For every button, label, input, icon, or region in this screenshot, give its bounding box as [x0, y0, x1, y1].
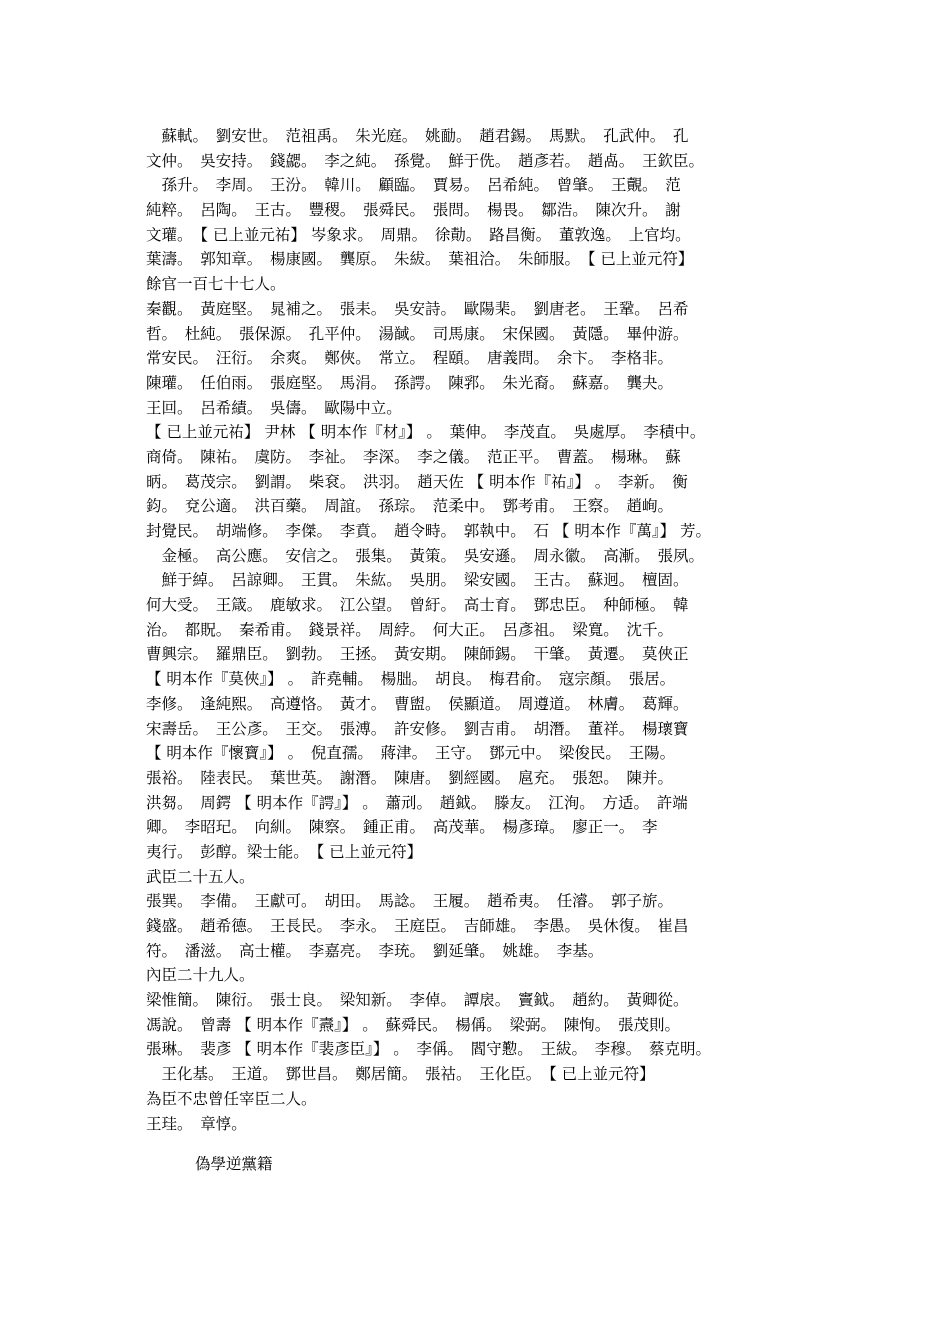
- text-line: 張裕。 陸表民。 葉世英。 謝潛。 陳唐。 劉經國。 扈充。 張恕。 陳并。: [146, 768, 674, 787]
- text-line: 王回。 呂希績。 吳儔。 歐陽中立。: [146, 398, 402, 417]
- text-line: 王化基。 王道。 鄧世昌。 鄭居簡。 張祜。 王化臣。 【 已上並元符】: [146, 1065, 655, 1084]
- text-line: 為臣不忠曾任宰臣二人。: [146, 1089, 317, 1108]
- text-line: 王珪。 章惇。: [146, 1114, 247, 1133]
- text-line: 洪芻。 周鍔 【 明本作『諤』】 。 蕭刓。 趙鉞。 滕友。 江洵。 方适。 許端: [146, 793, 688, 812]
- text-line: 純粹。 呂陶。 王古。 豐稷。 張舜民。 張問。 楊畏。 鄒浩。 陳次升。 謝: [146, 201, 681, 220]
- text-line: 李修。 逢純熙。 高遵恪。 黃才。 曹盥。 侯顯道。 周遵道。 林膚。 葛輝。: [146, 694, 689, 713]
- text-line: 陳瓘。 任伯雨。 張庭堅。 馬涓。 孫諤。 陳郛。 朱光裔。 蘇嘉。 龔夬。: [146, 373, 674, 392]
- text-line: 金極。 高公應。 安信之。 張集。 黃策。 吳安遜。 周永徽。 高漸。 張夙。: [146, 546, 705, 565]
- text-line: 葉濤。 郭知章。 楊康國。 龔原。 朱紱。 葉祖洽。 朱師服。 【 已上並元符】: [146, 250, 694, 269]
- text-line: 哲。 杜純。 張保源。 孔平仲。 湯馘。 司馬康。 宋保國。 黃隱。 畢仲游。: [146, 324, 689, 343]
- name-list-text: [146, 124, 826, 1136]
- text-line: 內臣二十九人。: [146, 966, 255, 985]
- text-line: 馮說。 曾壽 【 明本作『燾』】 。 蘇舜民。 楊偁。 梁弼。 陳恂。 張茂則。: [146, 1015, 681, 1034]
- text-line: 治。 都貺。 秦希甫。 錢景祥。 周綍。 何大正。 呂彥祖。 梁寬。 沈千。: [146, 620, 674, 639]
- text-line: 符。 潘滋。 高士權。 李嘉亮。 李珫。 劉延肇。 姚雄。 李基。: [146, 941, 604, 960]
- text-line: 常安民。 汪衍。 余爽。 鄭俠。 常立。 程頤。 唐義問。 余卞。 李格非。: [146, 349, 674, 368]
- text-line: 張巽。 李備。 王獻可。 胡田。 馬諗。 王履。 趙希夷。 任濬。 郭子旂。: [146, 892, 674, 911]
- text-line: 昞。 葛茂宗。 劉謂。 柴袞。 洪羽。 趙天佐 【 明本作『祐』】 。 李新。 衡: [146, 472, 688, 491]
- section-heading: 偽學逆黨籍: [195, 1155, 273, 1173]
- text-line: 宋壽岳。 王公彥。 王交。 張溥。 許安修。 劉吉甫。 胡潛。 董祥。 楊瓌寶: [146, 719, 689, 738]
- text-line: 商倚。 陳祐。 虞防。 李祉。 李深。 李之儀。 范正平。 曹蓋。 楊琳。 蘇: [146, 447, 681, 466]
- text-line: 鮮于綽。 呂諒卿。 王貫。 朱紘。 吳朋。 梁安國。 王古。 蘇迥。 檀固。: [146, 571, 689, 590]
- text-line: 鈞。 兗公適。 洪百藥。 周誼。 孫琮。 范柔中。 鄧考甫。 王察。 趙峋。: [146, 497, 674, 516]
- text-line: 張琳。 裴彥 【 明本作『裴彥臣』】 。 李偁。 閻守懃。 王紱。 李穆。 蔡克明。: [146, 1040, 712, 1059]
- text-line: 【 明本作『懷寶』】 。 倪直孺。 蔣津。 王守。 鄧元中。 梁俊民。 王陽。: [146, 744, 676, 763]
- text-line: 餘官一百七十七人。: [146, 275, 286, 294]
- text-line: 錢盛。 趙希德。 王長民。 李永。 王庭臣。 吉師雄。 李愚。 吳休復。 崔昌: [146, 917, 689, 935]
- text-line: 蘇軾。 劉安世。 范祖禹。 朱光庭。 姚勔。 趙君錫。 馬默。 孔武仲。 孔: [146, 127, 689, 145]
- text-line: 封覺民。 胡端修。 李傑。 李賁。 趙令畤。 郭執中。 石 【 明本作『萬』】 芳。: [146, 522, 712, 540]
- text-line: 何大受。 王箴。 鹿敏求。 江公望。 曾紆。 高士育。 鄧忠臣。 种師極。 韓: [146, 596, 689, 615]
- text-line: 【 明本作『莫俠』】 。 許堯輔。 楊朏。 胡良。 梅君俞。 寇宗顏。 張居。: [146, 670, 676, 689]
- text-line: 孫升。 李周。 王汾。 韓川。 顧臨。 賈易。 呂希純。 曾肇。 王覿。 范: [146, 176, 681, 195]
- text-line: 曹興宗。 羅鼎臣。 劉勃。 王拯。 黃安期。 陳師錫。 干肇。 黃遷。 莫俠正: [146, 645, 689, 664]
- text-line: 武臣二十五人。: [146, 867, 255, 886]
- text-line: 文瓘。 【 已上並元祐】 岑象求。 周鼎。 徐勣。 路昌衡。 董敦逸。 上官均。: [146, 225, 691, 244]
- text-line: 【 已上並元祐】 尹林 【 明本作『材』】 。 葉伸。 李茂直。 吳處厚。 李積中。: [146, 423, 706, 442]
- text-line: 梁惟簡。 陳衍。 張士良。 梁知新。 李倬。 譚扆。 竇鉞。 趙約。 黃卿從。: [146, 991, 689, 1010]
- text-line: 秦觀。 黃庭堅。 晁補之。 張耒。 吳安詩。 歐陽棐。 劉唐老。 王鞏。 呂希: [146, 299, 689, 318]
- text-line: 夷行。 彭醇。梁士能。 【 已上並元符】: [146, 842, 423, 861]
- text-line: 文仲。 吳安持。 錢勰。 李之純。 孫覺。 鮮于侁。 趙彥若。 趙卨。 王欽臣。: [146, 151, 705, 170]
- text-line: 卿。 李昭玘。 向紃。 陳察。 鍾正甫。 高茂華。 楊彥璋。 廖正一。 李: [146, 818, 658, 837]
